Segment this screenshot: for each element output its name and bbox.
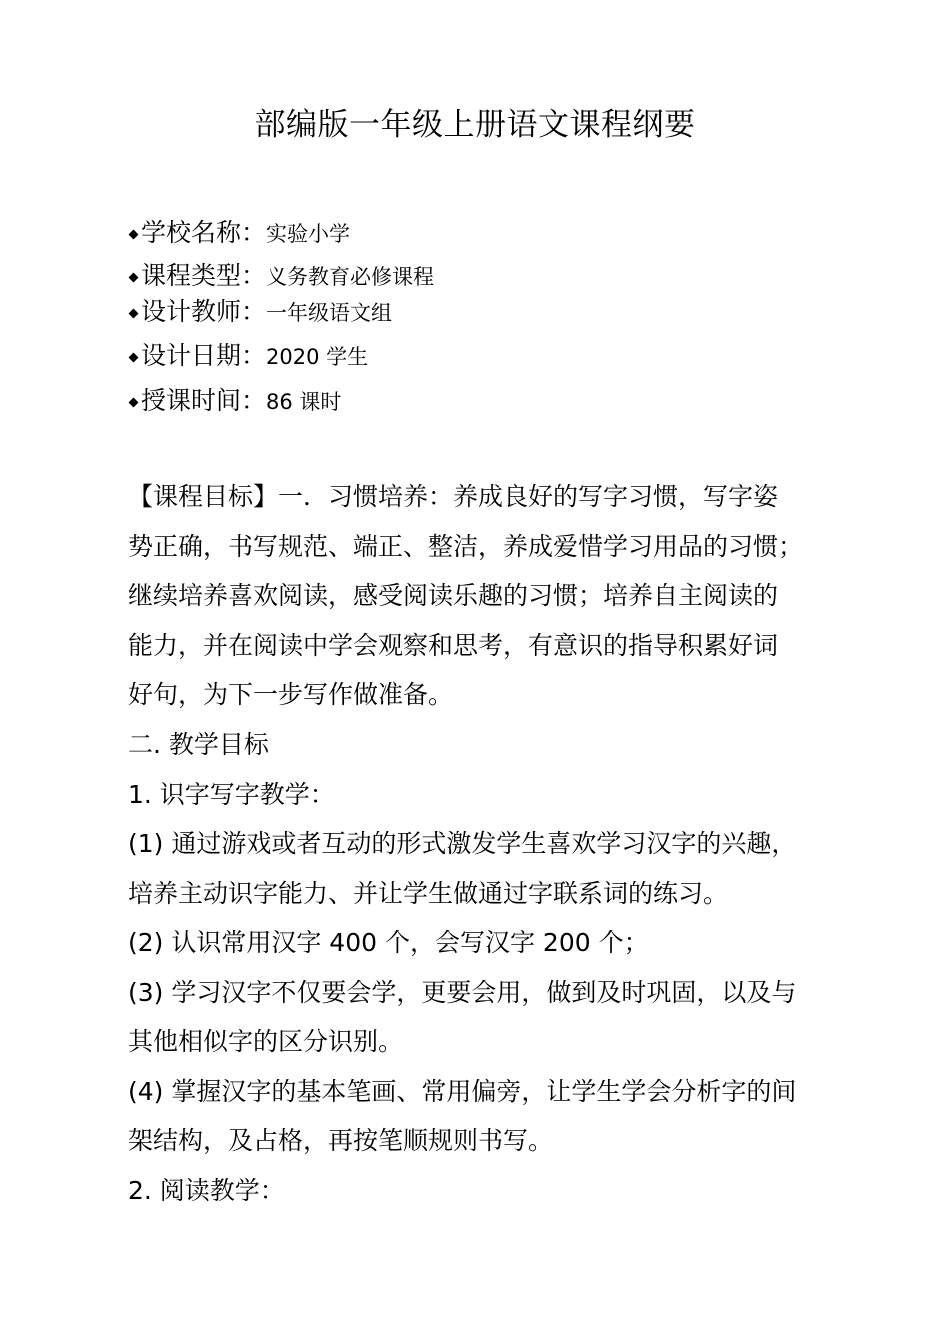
info-label: 学校名称： — [141, 218, 267, 247]
info-label: 设计日期： — [141, 341, 267, 370]
diamond-bullet-icon — [129, 309, 139, 319]
list-item: (3) 学习汉字不仅要会学，更要会用，做到及时巩固，以及与 — [128, 977, 797, 1007]
subsection-literacy: 1. 识字写字教学： — [128, 779, 335, 809]
diamond-bullet-icon — [129, 230, 139, 240]
info-designer — [128, 292, 392, 332]
info-value: 一年级语文组 — [266, 301, 393, 325]
paragraph-line: 势正确，书写规范、端正、整洁，养成爱惜学习用品的习惯； — [128, 531, 804, 561]
list-item-continuation: 培养主动识字能力、并让学生做通过字联系词的练习。 — [128, 878, 729, 908]
info-value: 86 课时 — [266, 390, 342, 414]
info-value: 实验小学 — [266, 222, 351, 246]
section-heading: 二. 教学目标 — [128, 730, 269, 759]
diamond-bullet-icon — [129, 398, 139, 408]
info-school — [128, 213, 350, 253]
paragraph-line: 能力，并在阅读中学会观察和思考，有意识的指导积累好词 — [128, 630, 779, 660]
info-value: 2020 学生 — [266, 345, 369, 369]
diamond-bullet-icon — [129, 273, 139, 283]
paragraph-line: 好句，为下一步写作做准备。 — [128, 680, 454, 709]
list-item: (1) 通过游戏或者互动的形式激发学生喜欢学习汉字的兴趣， — [128, 829, 797, 858]
paragraph-line: 继续培养喜欢阅读，感受阅读乐趣的习惯；培养自主阅读的 — [128, 581, 779, 610]
list-item: (4) 掌握汉字的基本笔画、常用偏旁，让学生学会分析字的间 — [128, 1076, 797, 1106]
document-title: 部编版一年级上册语文课程纲要 — [254, 107, 696, 143]
course-goals-paragraph — [128, 472, 868, 720]
info-label: 授课时间： — [141, 386, 267, 415]
info-design-date — [128, 336, 368, 376]
list-item: (2) 认识常用汉字 400 个，会写汉字 200 个； — [128, 928, 649, 957]
info-value: 义务教育必修课程 — [266, 265, 435, 289]
subsection-reading: 2. 阅读教学： — [128, 1175, 285, 1205]
paragraph-line: 【课程目标】一．习惯培养：养成良好的写字习惯，写字姿 — [128, 482, 779, 511]
diamond-bullet-icon — [129, 353, 139, 363]
list-item-continuation: 其他相似字的区分识别。 — [128, 1027, 404, 1056]
info-label: 课程类型： — [141, 261, 267, 290]
teaching-goals-section — [128, 720, 868, 1215]
info-class-hours — [128, 381, 341, 421]
info-label: 设计教师： — [141, 297, 267, 326]
info-course-type — [128, 256, 434, 296]
list-item-continuation: 架结构，及占格，再按笔顺规则书写。 — [128, 1126, 554, 1155]
